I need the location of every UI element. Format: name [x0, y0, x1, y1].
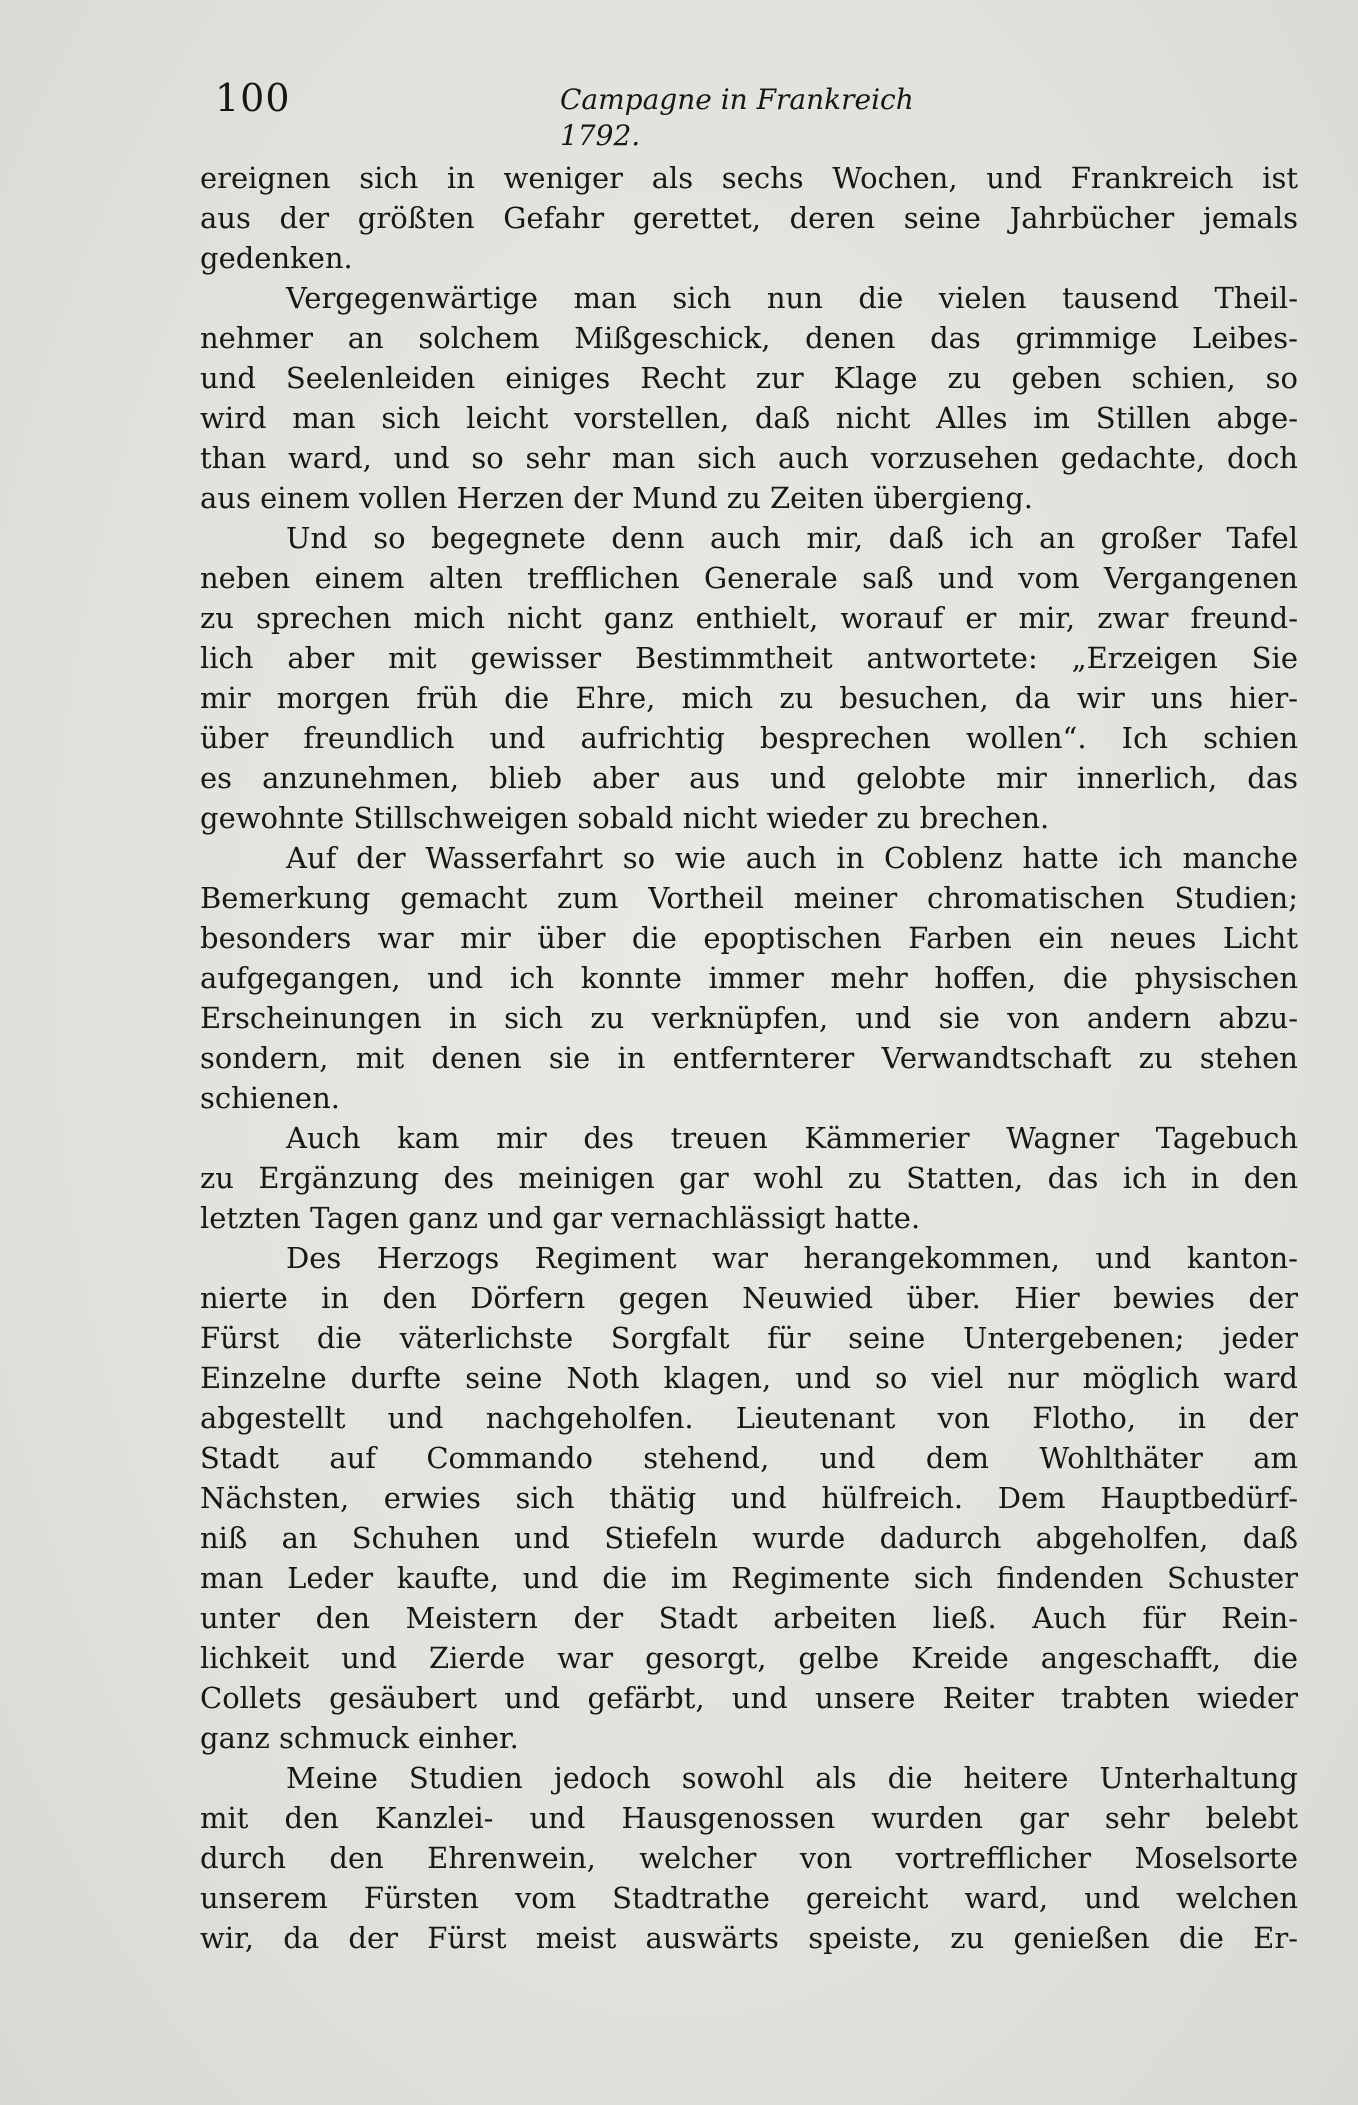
text-line: gedenken. — [200, 241, 353, 275]
text-line: Bemerkung gemacht zum Vortheil meiner chromatischen Studien; — [200, 881, 1298, 915]
text-line: Collets gesäubert und gefärbt, und unsere Reiter trabten wieder — [200, 1681, 1298, 1715]
text-line: niß an Schuhen und Stiefeln wurde dadurch abgeholfen, daß — [200, 1521, 1298, 1555]
text-line: letzten Tagen ganz und gar vernachlässigt hatte. — [200, 1201, 921, 1235]
text-line: nehmer an solchem Mißgeschick, denen das grimmige Leibes- — [200, 321, 1298, 355]
text-line: nierte in den Dörfern gegen Neuwied über. Hier bewies der — [200, 1281, 1298, 1315]
text-line: mir morgen früh die Ehre, mich zu besuchen, da wir uns hier- — [200, 681, 1298, 715]
text-line: besonders war mir über die epoptischen Farben ein neues Licht — [200, 921, 1298, 955]
text-line: schienen. — [200, 1081, 340, 1115]
text-line: wird man sich leicht vorstellen, daß nicht Alles im Stillen abge- — [200, 401, 1298, 435]
text-line: und Seelenleiden einiges Recht zur Klage zu geben schien, so — [200, 361, 1298, 395]
paragraph-first-line: Auch kam mir des treuen Kämmerier Wagner Tagebuch — [286, 1121, 1298, 1155]
text-line: aus einem vollen Herzen der Mund zu Zeiten übergieng. — [200, 481, 1033, 515]
text-line: ereignen sich in weniger als sechs Wochen, und Frankreich ist — [200, 161, 1298, 195]
paragraph-first-line: Und so begegnete denn auch mir, daß ich an großer Tafel — [286, 521, 1298, 555]
text-line: durch den Ehrenwein, welcher von vortrefflicher Moselsorte — [200, 1841, 1298, 1875]
text-line: lich aber mit gewisser Bestimmtheit antwortete: „Erzeigen Sie — [200, 641, 1298, 675]
text-line: sondern, mit denen sie in entfernterer Verwandtschaft zu stehen — [200, 1041, 1298, 1075]
text-line: Erscheinungen in sich zu verknüpfen, und sie von andern abzu- — [200, 1001, 1298, 1035]
paragraph-first-line: Vergegenwärtige man sich nun die vielen tausend Theil- — [286, 281, 1298, 315]
page-number: 100 — [215, 76, 291, 120]
text-line: gewohnte Stillschweigen sobald nicht wieder zu brechen. — [200, 801, 1050, 835]
text-line: ganz schmuck einher. — [200, 1721, 519, 1755]
paragraph-first-line: Des Herzogs Regiment war herangekommen, und kanton- — [286, 1241, 1298, 1275]
text-line: man Leder kaufte, und die im Regimente sich findenden Schuster — [200, 1561, 1298, 1595]
text-line: Fürst die väterlichste Sorgfalt für seine Untergebenen; jeder — [200, 1321, 1298, 1355]
text-line: Einzelne durfte seine Noth klagen, und so viel nur möglich ward — [200, 1361, 1298, 1395]
text-line: unter den Meistern der Stadt arbeiten ließ. Auch für Rein- — [200, 1601, 1298, 1635]
paragraph-first-line: Auf der Wasserfahrt so wie auch in Coblenz hatte ich manche — [286, 841, 1298, 875]
text-line: zu sprechen mich nicht ganz enthielt, worauf er mir, zwar freund- — [200, 601, 1298, 635]
text-line: wir, da der Fürst meist auswärts speiste, zu genießen die Er- — [200, 1921, 1298, 1955]
body-text — [200, 158, 1298, 1958]
text-line: abgestellt und nachgeholfen. Lieutenant von Flotho, in der — [200, 1401, 1298, 1435]
text-line: Nächsten, erwies sich thätig und hülfreich. Dem Hauptbedürf- — [200, 1481, 1298, 1515]
text-line: mit den Kanzlei- und Hausgenossen wurden gar sehr belebt — [200, 1801, 1298, 1835]
running-title: Campagne in Frankreich 1792. — [560, 83, 914, 152]
page-header — [215, 76, 980, 152]
text-line: zu Ergänzung des meinigen gar wohl zu Statten, das ich in den — [200, 1161, 1298, 1195]
text-line: Stadt auf Commando stehend, und dem Wohlthäter am — [200, 1441, 1298, 1475]
text-line: unserem Fürsten vom Stadtrathe gereicht ward, und welchen — [200, 1881, 1298, 1915]
paragraph-first-line: Meine Studien jedoch sowohl als die heitere Unterhaltung — [286, 1761, 1298, 1795]
text-line: über freundlich und aufrichtig besprechen wollen“. Ich schien — [200, 721, 1298, 755]
text-line: than ward, und so sehr man sich auch vorzusehen gedachte, doch — [200, 441, 1298, 475]
text-line: lichkeit und Zierde war gesorgt, gelbe Kreide angeschafft, die — [200, 1641, 1298, 1675]
text-line: aus der größten Gefahr gerettet, deren seine Jahrbücher jemals — [200, 201, 1298, 235]
text-line: es anzunehmen, blieb aber aus und gelobte mir innerlich, das — [200, 761, 1298, 795]
text-line: aufgegangen, und ich konnte immer mehr hoffen, die physischen — [200, 961, 1298, 995]
text-line: neben einem alten trefflichen Generale saß und vom Vergangenen — [200, 561, 1298, 595]
